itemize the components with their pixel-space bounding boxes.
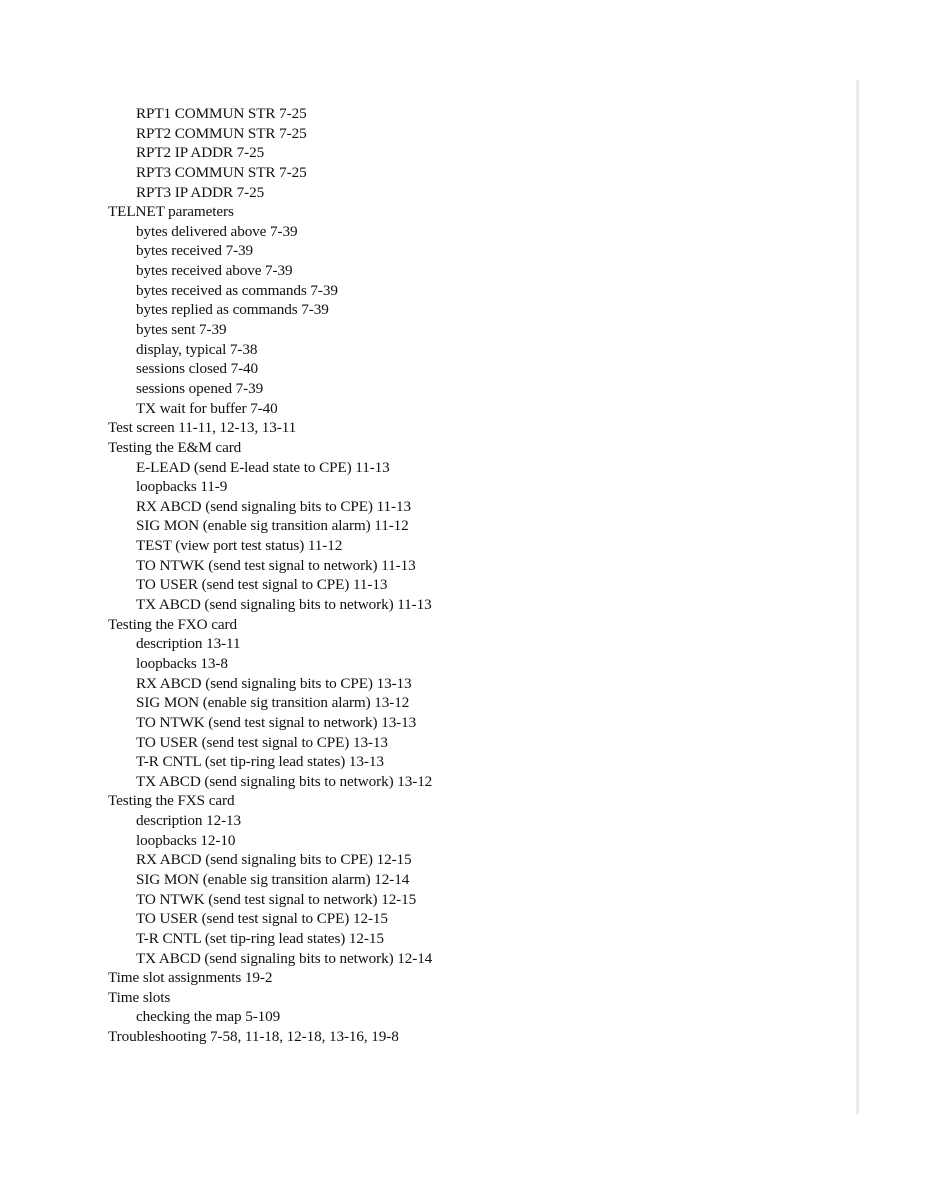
index-sub-entry: TO NTWK (send test signal to network) 12-15 [136, 890, 417, 908]
index-sub-entry: TO USER (send test signal to CPE) 11-13 [136, 576, 388, 594]
index-main-entry: Testing the E&M card [108, 438, 242, 456]
index-sub-entry: display, typical 7-38 [136, 340, 258, 358]
index-sub-entry: RPT1 COMMUN STR 7-25 [136, 105, 307, 122]
index-sub-entry: TO NTWK (send test signal to network) 13-13 [136, 713, 417, 731]
index-sub-entry: SIG MON (enable sig transition alarm) 13-12 [136, 694, 410, 712]
index-sub-entry: TX ABCD (send signaling bits to network) 13-12 [136, 772, 433, 790]
index-main-entry: Testing the FXS card [108, 792, 235, 810]
index-sub-entry: RX ABCD (send signaling bits to CPE) 11-13 [136, 497, 411, 515]
index-sub-entry: description 12-13 [136, 812, 242, 830]
index-sub-entry: SIG MON (enable sig transition alarm) 12-14 [136, 870, 410, 888]
index-main-entry: Troubleshooting 7-58, 11-18, 12-18, 13-16, 19-8 [108, 1028, 399, 1046]
index-sub-entry: RX ABCD (send signaling bits to CPE) 12-15 [136, 851, 412, 869]
index-main-entry: Testing the FXO card [108, 615, 237, 633]
index-sub-entry: T-R CNTL (set tip-ring lead states) 13-13 [136, 753, 384, 771]
index-sub-entry: sessions opened 7-39 [136, 379, 264, 397]
index-main-entry: Time slots [108, 988, 171, 1006]
index-main-entry: TELNET parameters [108, 203, 234, 221]
index-sub-entry: TX ABCD (send signaling bits to network) 12-14 [136, 949, 433, 967]
index-sub-entry: loopbacks 12-10 [136, 831, 236, 849]
index-sub-entry: checking the map 5-109 [136, 1008, 281, 1026]
index-sub-entry: RPT3 IP ADDR 7-25 [136, 183, 265, 201]
page-edge-rule [856, 80, 859, 1114]
index-sub-entry: TEST (view port test status) 11-12 [136, 537, 343, 555]
index-sub-entry: loopbacks 11-9 [136, 478, 228, 496]
index-sub-entry: SIG MON (enable sig transition alarm) 11-12 [136, 517, 409, 535]
index-sub-entry: TX wait for buffer 7-40 [136, 399, 278, 417]
index-sub-entry: bytes delivered above 7-39 [136, 222, 298, 240]
index-sub-entry: bytes received as commands 7-39 [136, 281, 338, 299]
index-sub-entry: T-R CNTL (set tip-ring lead states) 12-15 [136, 929, 384, 947]
index-sub-entry: bytes received above 7-39 [136, 262, 293, 280]
index-list [108, 104, 828, 1047]
index-sub-entry: description 13-11 [136, 635, 241, 653]
index-sub-entry: E-LEAD (send E-lead state to CPE) 11-13 [136, 458, 390, 476]
index-main-entry: Test screen 11-11, 12-13, 13-11 [108, 419, 297, 437]
index-sub-entry: bytes replied as commands 7-39 [136, 301, 329, 319]
index-sub-entry: TO NTWK (send test signal to network) 11-13 [136, 556, 416, 574]
index-sub-entry: TX ABCD (send signaling bits to network) 11-13 [136, 596, 432, 614]
index-sub-entry: RPT2 IP ADDR 7-25 [136, 144, 265, 162]
index-sub-entry: RPT3 COMMUN STR 7-25 [136, 163, 307, 181]
index-sub-entry: RPT2 COMMUN STR 7-25 [136, 124, 307, 142]
index-sub-entry: sessions closed 7-40 [136, 360, 259, 378]
index-sub-entry: loopbacks 13-8 [136, 654, 228, 672]
index-sub-entry: TO USER (send test signal to CPE) 12-15 [136, 910, 388, 928]
index-main-entry: Time slot assignments 19-2 [108, 969, 273, 987]
index-sub-entry: RX ABCD (send signaling bits to CPE) 13-13 [136, 674, 412, 692]
index-sub-entry: bytes sent 7-39 [136, 321, 227, 339]
index-sub-entry: TO USER (send test signal to CPE) 13-13 [136, 733, 388, 751]
index-sub-entry: bytes received 7-39 [136, 242, 254, 260]
